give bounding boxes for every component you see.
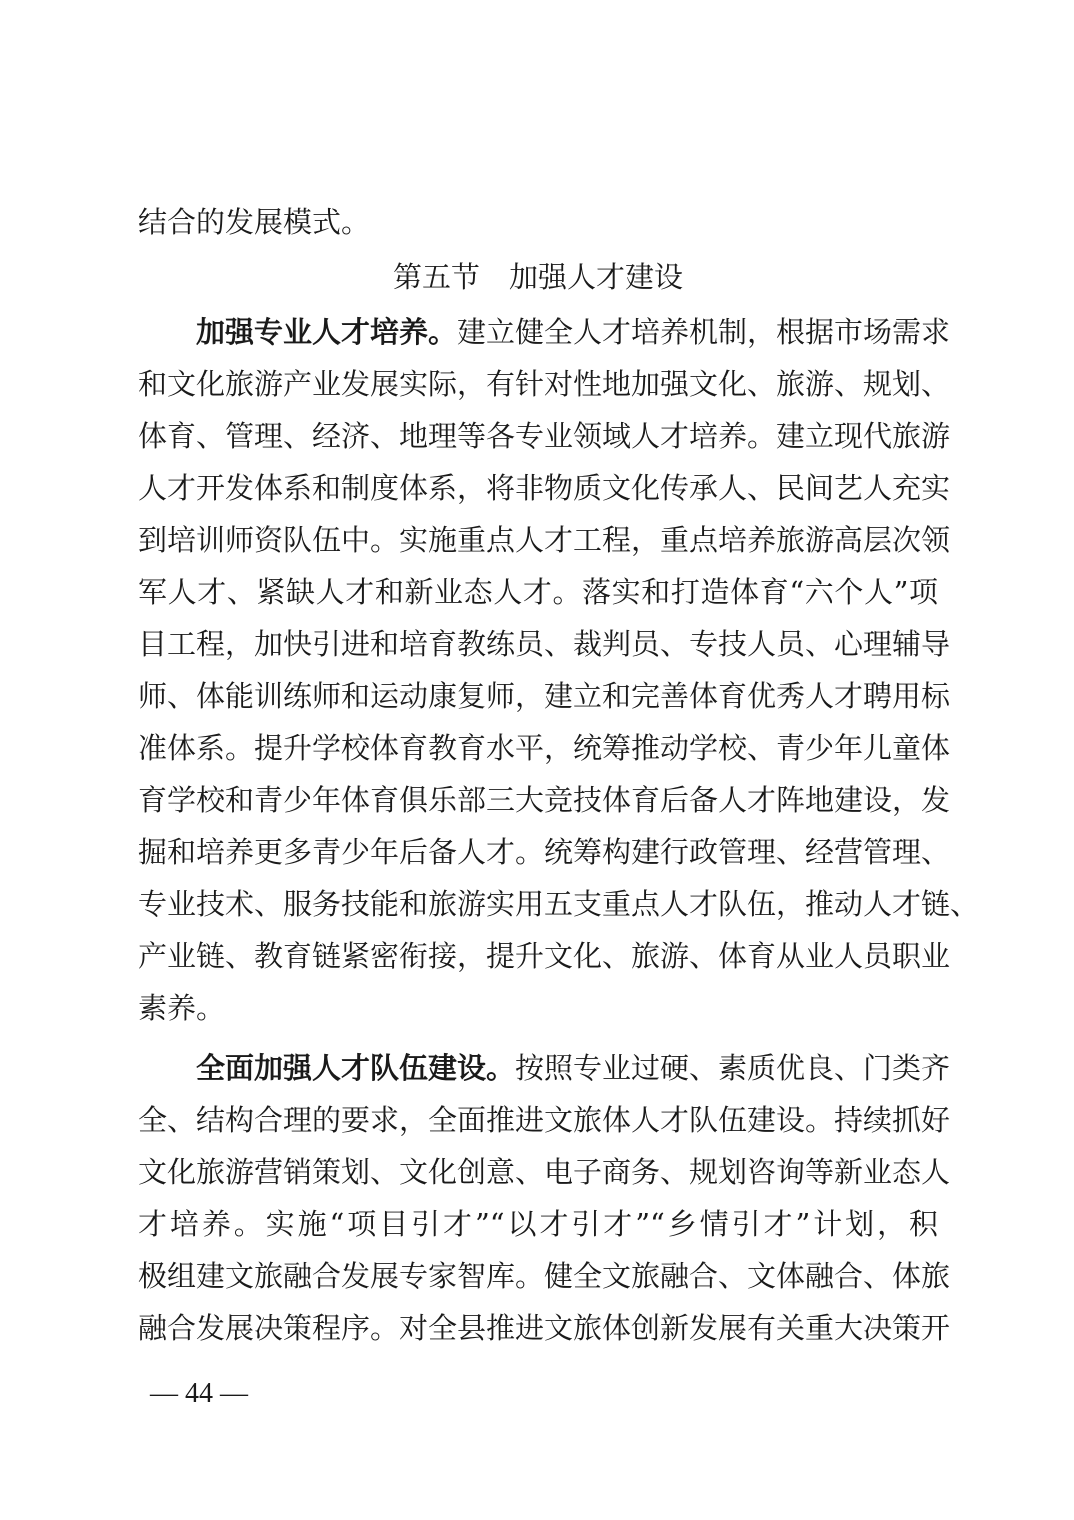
text-line xyxy=(138,1302,951,1354)
text-line xyxy=(138,1094,951,1146)
paragraph-gap xyxy=(138,1034,938,1042)
line-text: 建立健全人才培养机制，根据市场需求 xyxy=(457,315,951,349)
text-line xyxy=(138,982,938,1034)
line-text: 按照专业过硬、素质优良、门类齐 xyxy=(515,1051,951,1085)
text-line xyxy=(138,670,951,722)
text-line xyxy=(138,930,951,982)
line-text: 极组建文旅融合发展专家智库。健全文旅融合、文体融合、体旅 xyxy=(138,1259,951,1293)
text-line xyxy=(138,410,951,462)
text-line xyxy=(138,462,951,514)
text-line xyxy=(138,566,938,618)
line-text: 素养。 xyxy=(138,991,226,1025)
body-text xyxy=(138,196,980,1354)
text-line xyxy=(138,1198,938,1250)
line-text: 掘和培养更多青少年后备人才。统筹构建行政管理、经营管理、 xyxy=(138,835,951,869)
line-text: 准体系。提升学校体育教育水平，统筹推动学校、青少年儿童体 xyxy=(138,731,951,765)
text-line xyxy=(138,618,951,670)
line-text: 育学校和青少年体育俱乐部三大竞技体育后备人才阵地建设，发 xyxy=(138,783,951,817)
line-text: 到培训师资队伍中。实施重点人才工程，重点培养旅游高层次领 xyxy=(138,523,951,557)
paragraph-lead: 加强专业人才培养。 xyxy=(196,315,458,349)
line-text: 目工程，加快引进和培育教练员、裁判员、专技人员、心理辅导 xyxy=(138,627,951,661)
line-text: 结合的发展模式。 xyxy=(138,205,371,239)
line-text: 产业链、教育链紧密衔接，提升文化、旅游、体育从业人员职业 xyxy=(138,939,951,973)
text-line xyxy=(138,1146,951,1198)
line-text: 融合发展决策程序。对全县推进文旅体创新发展有关重大决策开 xyxy=(138,1311,951,1345)
line-text: 体育、管理、经济、地理等各专业领域人才培养。建立现代旅游 xyxy=(138,419,951,453)
line-text: 师、体能训练师和运动康复师，建立和完善体育优秀人才聘用标 xyxy=(138,679,951,713)
line-text: 和文化旅游产业发展实际，有针对性地加强文化、旅游、规划、 xyxy=(138,367,951,401)
section-heading xyxy=(138,248,938,306)
line-text: 文化旅游营销策划、文化创意、电子商务、规划咨询等新业态人 xyxy=(138,1155,951,1189)
line-text: 才培养。实施“项目引才”“以才引才”“乡情引才”计划，积 xyxy=(138,1207,938,1241)
line-text: 军人才、紧缺人才和新业态人才。落实和打造体育“六个人”项 xyxy=(138,575,938,609)
line-text: 专业技术、服务技能和旅游实用五支重点人才队伍，推动人才链、 xyxy=(138,887,980,921)
paragraph-first-line xyxy=(138,1042,951,1094)
line-text: 全、结构合理的要求，全面推进文旅体人才队伍建设。持续抓好 xyxy=(138,1103,951,1137)
text-line xyxy=(138,1250,951,1302)
section-heading-text: 第五节 加强人才建设 xyxy=(392,260,683,294)
text-line xyxy=(138,196,938,248)
text-line xyxy=(138,514,951,566)
text-line xyxy=(138,722,951,774)
text-line xyxy=(138,358,951,410)
line-text: 人才开发体系和制度体系，将非物质文化传承人、民间艺人充实 xyxy=(138,471,951,505)
paragraph-first-line xyxy=(138,306,951,358)
text-line xyxy=(138,826,951,878)
paragraph-lead: 全面加强人才队伍建设。 xyxy=(196,1051,516,1085)
text-line xyxy=(138,774,951,826)
page-number: — 44 — xyxy=(150,1378,248,1409)
text-line xyxy=(138,878,980,930)
